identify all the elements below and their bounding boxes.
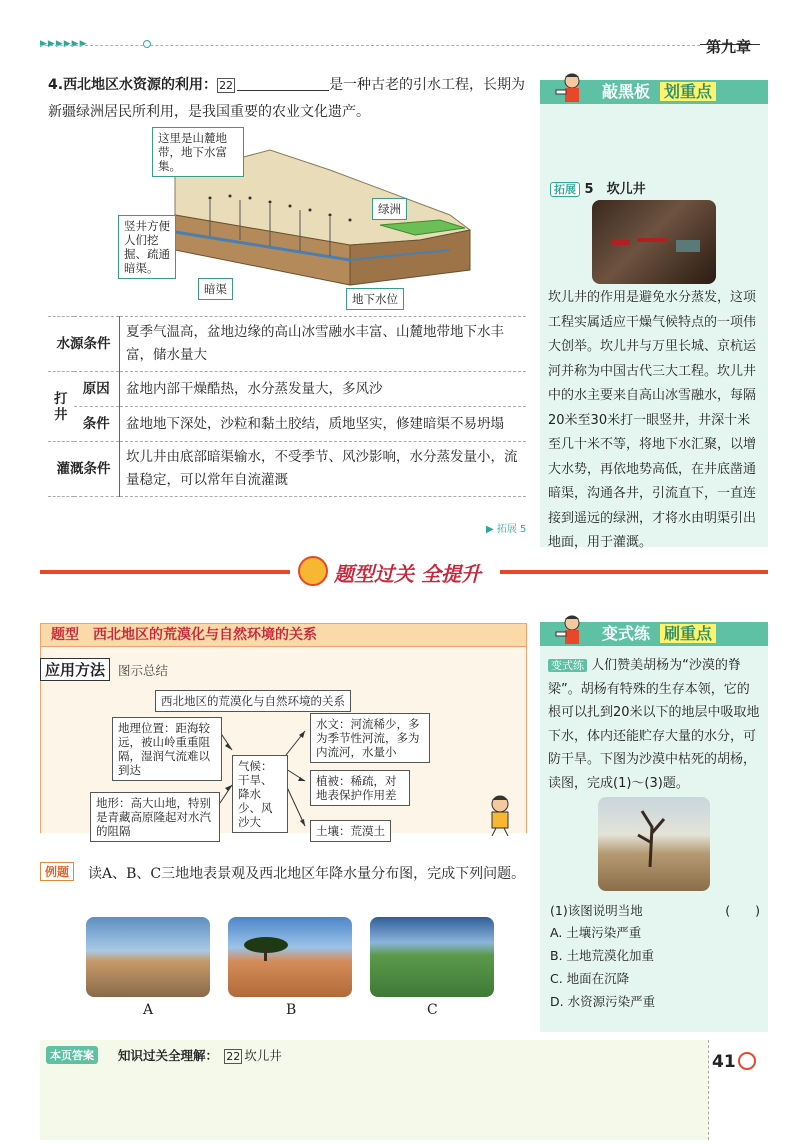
photo-b-label: B xyxy=(286,1002,297,1018)
label-water-table: 地下水位 xyxy=(346,288,404,310)
answer-line: 知识过关全理解： 22 坎儿井 xyxy=(118,1048,282,1063)
question-4 xyxy=(48,72,528,125)
row-label: 条件 xyxy=(74,407,120,442)
banner-emblem-icon xyxy=(298,556,328,586)
label-channel: 暗渠 xyxy=(198,278,233,300)
answer-paren[interactable]: ( ) xyxy=(725,903,760,918)
example-text: 读A、B、C三地地表景观及西北地区年降水量分布图，完成下列问题。 xyxy=(88,866,526,882)
row-label: 水源条件 xyxy=(48,317,120,372)
q4-number: 4. xyxy=(48,77,64,93)
ref-tuozhan[interactable]: ▶ 拓展 5 xyxy=(486,524,527,535)
flow-location-box: 地理位置：距海较远，被山岭重重阻隔，湿润气流难以到达 xyxy=(112,717,222,781)
teacher-icon xyxy=(552,614,596,646)
sidebar-keypoints xyxy=(540,80,768,550)
header-dot xyxy=(143,40,151,48)
method-label: 应用方法 xyxy=(40,658,110,681)
photo-c xyxy=(370,917,494,997)
label-oasis: 绿洲 xyxy=(372,198,407,220)
option-c[interactable]: C. 地面在沉降 xyxy=(550,971,630,986)
banner-title: 题型过关 全提升 xyxy=(334,562,481,586)
flow-climate-box: 气候：干旱、降水少、风沙大 xyxy=(232,755,288,833)
row-group: 打井 xyxy=(48,372,74,442)
row-text: 夏季气温高，盆地边缘的高山冰雪融水丰富、山麓地带地下水丰富，储水量大 xyxy=(120,317,527,372)
teacher-icon xyxy=(552,72,596,104)
sidebar-body: 坎儿井的作用是避免水分蒸发，这项工程实属适应干燥气候特点的一项伟大创举。坎儿井与万里长城、京杭运河并称为中国古代三大工程。坎儿井中的水主要来自高山冰雪融水，每隔20米至30米打一眼竖井，井深十米至几十米不等，将地下水汇聚，以增大水势，再依地势高低，在井底凿通暗渠，沟通各井，引流直下，一直连接到遥远的绿洲，才将水由明渠引出地面，用于灌溉。 xyxy=(548,290,757,550)
tag-num: 5 xyxy=(584,182,594,197)
photo-a-label: A xyxy=(143,1002,154,1018)
water-table xyxy=(48,316,526,497)
option-a[interactable]: A. 土壤污染严重 xyxy=(550,925,642,940)
topic-title: 坎儿井 xyxy=(606,182,646,197)
table-row xyxy=(48,442,526,497)
sidebar-topic-line xyxy=(550,178,646,197)
sidebar-title: 敲黑板 xyxy=(602,82,651,101)
row-text: 坎儿井由底部暗渠输水，不受季节、风沙影响，水分蒸发量小，流量稳定，可以常年自流灌溉 xyxy=(120,442,527,497)
row-label: 灌溉条件 xyxy=(48,442,120,497)
callout-shaft: 竖井方便人们挖掘、疏通暗渠。 xyxy=(118,215,176,279)
photo-c-label: C xyxy=(427,1002,438,1018)
table-row xyxy=(48,407,526,442)
banner-line-right xyxy=(500,570,768,574)
flow-hydrology-box: 水文：河流稀少，多为季节性河流，多为内流河，水量小 xyxy=(310,713,430,763)
method-sub: 图示总结 xyxy=(118,663,169,678)
example-label: 例题 xyxy=(40,862,74,881)
option-d[interactable]: D. 水资源污染严重 xyxy=(550,994,656,1009)
answer-blank[interactable] xyxy=(237,77,329,91)
photo-a xyxy=(86,917,210,997)
thinking-student-icon xyxy=(478,792,522,836)
header-arrows: ▶▶▶▶▶▶ xyxy=(40,39,88,49)
tag-tuozhan: 拓展 xyxy=(550,182,580,197)
flow-vegetation-box: 植被：稀疏，对地表保护作用差 xyxy=(310,770,410,806)
row-text: 盆地内部干燥酷热，水分蒸发量大，多风沙 xyxy=(120,372,527,407)
question-type-header: 题型 西北地区的荒漠化与自然环境的关系 xyxy=(40,623,527,647)
q4-text-2: 新疆绿洲居民所利用，是我国重要的农业文化遗产。 xyxy=(48,104,370,120)
table-row xyxy=(48,317,526,372)
dead-poplar-photo xyxy=(598,797,710,891)
table-row xyxy=(48,372,526,407)
sidebar2-body: 变式练 人们赞美胡杨为“沙漠的脊梁”。胡杨有特殊的生存本领，它的根可以扎到20米以下的地层中吸取地下水，体内还能贮存大量的水分，可防干旱。下图为沙漠中枯死的胡杨，读图，完成(1)～(3)题。 xyxy=(548,658,760,791)
tag-practice: 变式练 xyxy=(548,659,587,672)
answer-tag: 本页答案 xyxy=(46,1046,98,1064)
q4-title: 西北地区水资源的利用： xyxy=(63,77,218,93)
karez-photo xyxy=(592,200,716,284)
sidebar-practice xyxy=(540,622,768,1032)
practice-question: (1)该图说明当地 ( ) xyxy=(550,900,760,923)
flow-terrain-box: 地形：高大山地，特别是青藏高原隆起对水汽的阻隔 xyxy=(90,792,220,842)
flow-title-box: 西北地区的荒漠化与自然环境的关系 xyxy=(155,690,351,712)
sidebar2-highlight: 刷重点 xyxy=(660,624,716,643)
sidebar-highlight: 划重点 xyxy=(660,82,716,101)
flow-soil-box: 土壤：荒漠土 xyxy=(310,820,391,842)
row-text: 盆地地下深处，沙粒和黏土胶结，质地坚实，修建暗渠不易坍塌 xyxy=(120,407,527,442)
q4-text-1: 是一种古老的引水工程，长期为 xyxy=(329,77,526,93)
banner-line-left xyxy=(40,570,290,574)
header-divider xyxy=(40,45,700,46)
option-b[interactable]: B. 土地荒漠化加重 xyxy=(550,948,655,963)
row-label: 原因 xyxy=(74,372,120,407)
blank-number: 22 xyxy=(219,79,234,92)
callout-piedmont: 这里是山麓地带，地下水富集。 xyxy=(152,127,244,177)
page-number: 41 xyxy=(712,1052,736,1072)
photo-b xyxy=(228,917,352,997)
stopwatch-icon xyxy=(738,1052,756,1070)
chapter-title: 第九章 xyxy=(706,38,752,56)
answer-text: 坎儿井 xyxy=(244,1048,282,1063)
sidebar2-title: 变式练 xyxy=(602,624,651,643)
